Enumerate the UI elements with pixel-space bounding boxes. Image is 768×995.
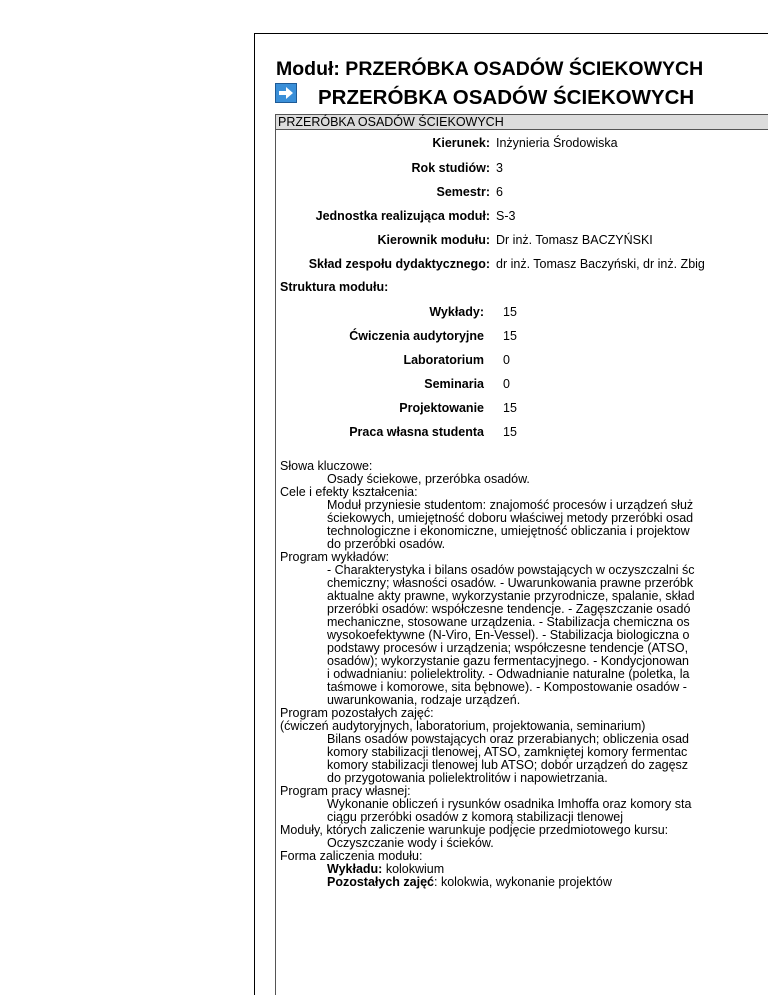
info-label: Kierunek:	[432, 136, 490, 150]
structure-item-value: 15	[503, 401, 517, 415]
info-value: Dr inż. Tomasz BACZYŃSKI	[496, 233, 653, 247]
text-line: chemiczny; własności osadów. - Uwarunkowania prawne przeróbk	[327, 576, 694, 590]
info-label: Skład zespołu dydaktycznego:	[308, 257, 490, 271]
info-value: Inżynieria Środowiska	[496, 136, 618, 150]
structure-item-value: 0	[503, 353, 510, 367]
text-line: Forma zaliczenia modułu:	[280, 849, 423, 863]
structure-label: Struktura modułu:	[280, 280, 389, 294]
arrow-right-icon[interactable]	[275, 83, 297, 103]
info-label: Jednostka realizująca moduł:	[315, 209, 490, 223]
text-line: taśmowe i komorowe, sita bębnowe). - Kompostowanie osadów -	[327, 680, 687, 694]
text-line: Bilans osadów powstających oraz przerabianych; obliczenia osad	[327, 732, 690, 746]
structure-item-label: Projektowanie	[399, 401, 484, 415]
text-line: Wykonanie obliczeń i rysunków osadnika Imhoffa oraz komory sta	[327, 797, 692, 811]
text-line: Cele i efekty kształcenia:	[280, 485, 418, 499]
text-line: wysokoefektywne (N-Viro, En-Vessel). - Stabilizacja biologiczna o	[327, 628, 690, 642]
text-line: przeróbki osadów: współczesne tendencje. - Zagęszczanie osadó	[327, 602, 691, 616]
text-line: podstawy procesów i urządzenia; współczesne tendencje (ATSO,	[327, 641, 689, 655]
structure-item-value: 15	[503, 425, 517, 439]
info-value: S-3	[496, 209, 516, 223]
structure-item-label: Laboratorium	[403, 353, 484, 367]
text-line: aktualne akty prawne, wykorzystanie przyrodnicze, spalanie, skład	[327, 589, 695, 603]
structure-item-value: 15	[503, 329, 517, 343]
text-line: do przeróbki osadów.	[327, 537, 446, 551]
structure-item-label: Seminaria	[424, 377, 484, 391]
text-line: Oczyszczanie wody i ścieków.	[327, 836, 494, 850]
assessment-label: Pozostałych zajęć	[327, 875, 434, 889]
structure-item-label: Ćwiczenia audytoryjne	[349, 329, 484, 343]
info-value: 3	[496, 161, 503, 175]
text-line: mechaniczne, stosowane urządzenia. - Stabilizacja chemiczna os	[327, 615, 690, 629]
assessment-value: kolokwium	[382, 862, 445, 876]
text-line: - Charakterystyka i bilans osadów powstających w oczyszczalni śc	[327, 563, 695, 577]
text-line: technologiczne i ekonomiczne, umiejętność obliczania i projektow	[327, 524, 690, 538]
document-page	[254, 33, 768, 995]
assessment-label: Wykładu:	[327, 862, 383, 876]
text-line: osadów); wykorzystanie gazu fermentacyjnego. - Kondycjonowan	[327, 654, 689, 668]
text-line: Program pozostałych zajęć:	[280, 706, 434, 720]
structure-item-label: Wykłady:	[429, 305, 484, 319]
text-line: do przygotowania polielektrolitów i napowietrzania.	[327, 771, 608, 785]
info-label: Semestr:	[436, 185, 490, 199]
assessment-value: : kolokwia, wykonanie projektów	[434, 875, 612, 889]
module-title: Moduł: PRZERÓBKA OSADÓW ŚCIEKOWYCH	[276, 58, 704, 80]
text-line: (ćwiczeń audytoryjnych, laboratorium, projektowania, seminarium)	[280, 719, 646, 733]
text-line: ściekowych, umiejętność doboru właściwej metody przeróbki osad	[327, 511, 694, 525]
structure-item-label: Praca własna studenta	[349, 425, 484, 439]
text-line: Moduł przyniesie studentom: znajomość procesów i urządzeń służ	[327, 498, 694, 512]
assessment-line	[327, 876, 612, 889]
info-value: 6	[496, 185, 503, 199]
text-line: Osady ściekowe, przeróbka osadów.	[327, 472, 530, 486]
text-line: Program pracy własnej:	[280, 784, 411, 798]
page-title: PRZERÓBKA OSADÓW ŚCIEKOWYCH	[318, 86, 695, 109]
info-label: Kierownik modułu:	[377, 233, 490, 247]
box-header: PRZERÓBKA OSADÓW ŚCIEKOWYCH	[275, 114, 768, 130]
text-line: i odwadnianiu: polielektrolity. - Odwadnianie naturalne (poletka, la	[327, 667, 690, 681]
text-line: Moduły, których zaliczenie warunkuje podjęcie przedmiotowego kursu:	[280, 823, 669, 837]
info-value: dr inż. Tomasz Baczyński, dr inż. Zbig	[496, 257, 705, 271]
text-line: Program wykładów:	[280, 550, 390, 564]
text-line: Słowa kluczowe:	[280, 459, 373, 473]
text-line: komory stabilizacji tlenowej, ATSO, zamkniętej komory fermentac	[327, 745, 688, 759]
structure-item-value: 15	[503, 305, 517, 319]
info-label: Rok studiów:	[411, 161, 490, 175]
structure-item-value: 0	[503, 377, 510, 391]
text-line: uwarunkowania, rodzaje urządzeń.	[327, 693, 521, 707]
text-line: ciągu przeróbki osadów z komorą stabilizacji tlenowej	[327, 810, 623, 824]
text-line: komory stabilizacji tlenowej lub ATSO; dobór urządzeń do zagęsz	[327, 758, 689, 772]
